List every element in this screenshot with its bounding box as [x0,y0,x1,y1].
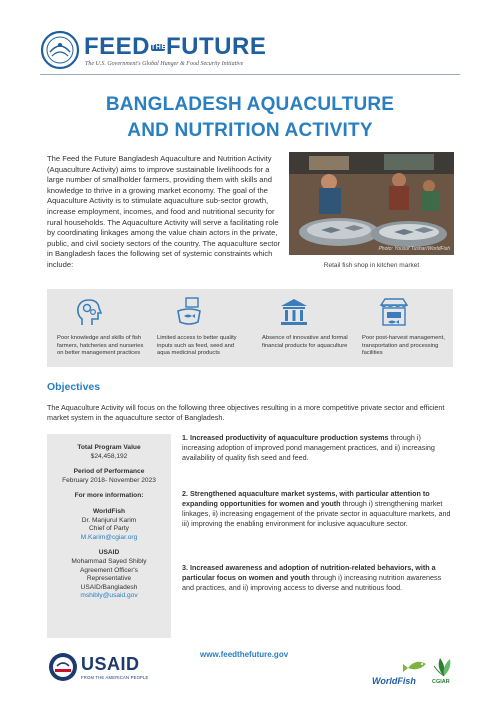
photo-credit: Photo: Yousuf Tushar/WorldFish [378,246,450,252]
worldfish-logo [372,654,430,688]
constraints-panel [47,289,453,367]
value-amount: $24,458,192 [90,452,128,460]
contact-name: Mohammad Sayed Shibly [71,557,147,565]
bank-icon [277,295,311,329]
constraint-knowledge [47,289,147,367]
fish-shop-icon [377,295,411,329]
header-divider [40,74,460,75]
usaid-logo [48,652,158,686]
objective-item: 1. Increased productivity of aquaculture production systems through i) increasing adoption of improved pond management practices, and ii) increasing availability of quality fish seed and feed. [182,433,435,462]
cgiar-logo [430,654,458,688]
period-value: February 2018- November 2023 [62,476,156,484]
more-info-label: For more information: [74,492,144,500]
fish-market-illustration [289,152,454,255]
usaid-tagline: FROM THE AMERICAN PEOPLE [81,675,149,680]
objectives-intro: The Aquaculture Activity will focus on the following three objectives resulting in a more competitive private sector and efficient market system in the aquaculture sector of Bangladesh. [47,403,445,422]
fish-bowl-icon [172,295,206,329]
constraint-finance [252,289,352,367]
website-link[interactable]: www.feedthefuture.gov [200,650,289,659]
contact-role: Representative [86,575,132,583]
objectives-heading: Objectives [47,381,101,393]
contact-name: Dr. Manjurul Karim [81,516,137,524]
feed-the-future-seal-icon [40,30,80,70]
constraint-text: Limited access to better quality inputs such as feed, seed and aqua medicinal products [157,335,237,357]
worldfish-fish-icon [372,654,430,676]
constraint-text: Absence of innovative and formal financial products for aquaculture [262,335,348,349]
contact-office: USAID/Bangladesh [80,583,138,591]
head-gears-icon [72,295,106,329]
page-title: BANGLADESH AQUACULTURE AND NUTRITION ACTIVITY [105,94,395,141]
org-worldfish: WorldFish [92,507,126,515]
contact-role: Chief of Party [89,525,129,533]
usaid-wordmark: USAID [81,654,140,674]
objective-item: 2. Strengthened aquaculture market systems, with particular attention to expanding opportunities for women and youth through i) strengthening market linkages, ii) increasing engagement of the private sector in aquaculture markets, and iii) improving the enabling environment for inclusive aquaculture sector. [182,489,451,528]
photo-caption: Retail fish shop in kitchen market [323,262,420,269]
brand-tagline: The U.S. Government's Global Hunger & Food Security Initiative [85,61,244,67]
program-info-box [47,434,171,638]
contact-role: Agreement Officer's [80,566,138,574]
market-photo [289,152,454,255]
constraint-post-harvest [352,289,452,367]
constraint-inputs [147,289,247,367]
objective-item: 3. Increased awareness and adoption of nutrition-related behaviors, with a particular focus on women and youth through i) increasing nutrition awareness and practices, and ii) improving access to diverse and nutritious food. [182,563,442,592]
intro-paragraph: The Feed the Future Bangladesh Aquaculture and Nutrition Activity (Aquaculture Activity) aims to improve sustainable livelihoods for a large number of smallholder farmers, providing them with skills and knowledge to thrive in a growing market economy. The goal of the Aquaculture Activity is to stimulate aquaculture sub-sector growth, increase employment, incomes, and food and nutritional security for rural households. The Aquaculture Activity will serve a facilitating role by coordinating linkages among the value chain actors in the private, public, and civil society sectors of the country. The aquaculture sector in Bangladesh faces the following set of systemic constraints which include: [47,154,281,269]
brand-wordmark: FEEDTHEFUTURE [84,33,267,60]
org-usaid: USAID [98,549,120,557]
usaid-seal-icon [48,652,78,682]
period-label: Period of Performance [73,468,145,476]
contact-email-link[interactable]: M.Karim@cgiar.org [80,533,138,541]
constraint-text: Poor knowledge and skills of fish farmers, hatcheries and nurseries on better management practices [57,335,144,357]
worldfish-wordmark: WorldFish [372,676,416,686]
contact-email-link[interactable]: mshibly@usaid.gov [80,592,138,600]
constraint-text: Poor post-harvest management, transportation and processing facilities [362,335,445,357]
value-label: Total Program Value [77,444,141,451]
cgiar-wordmark: CGIAR [432,679,450,685]
header [40,30,460,74]
cgiar-leaf-icon [430,654,458,678]
